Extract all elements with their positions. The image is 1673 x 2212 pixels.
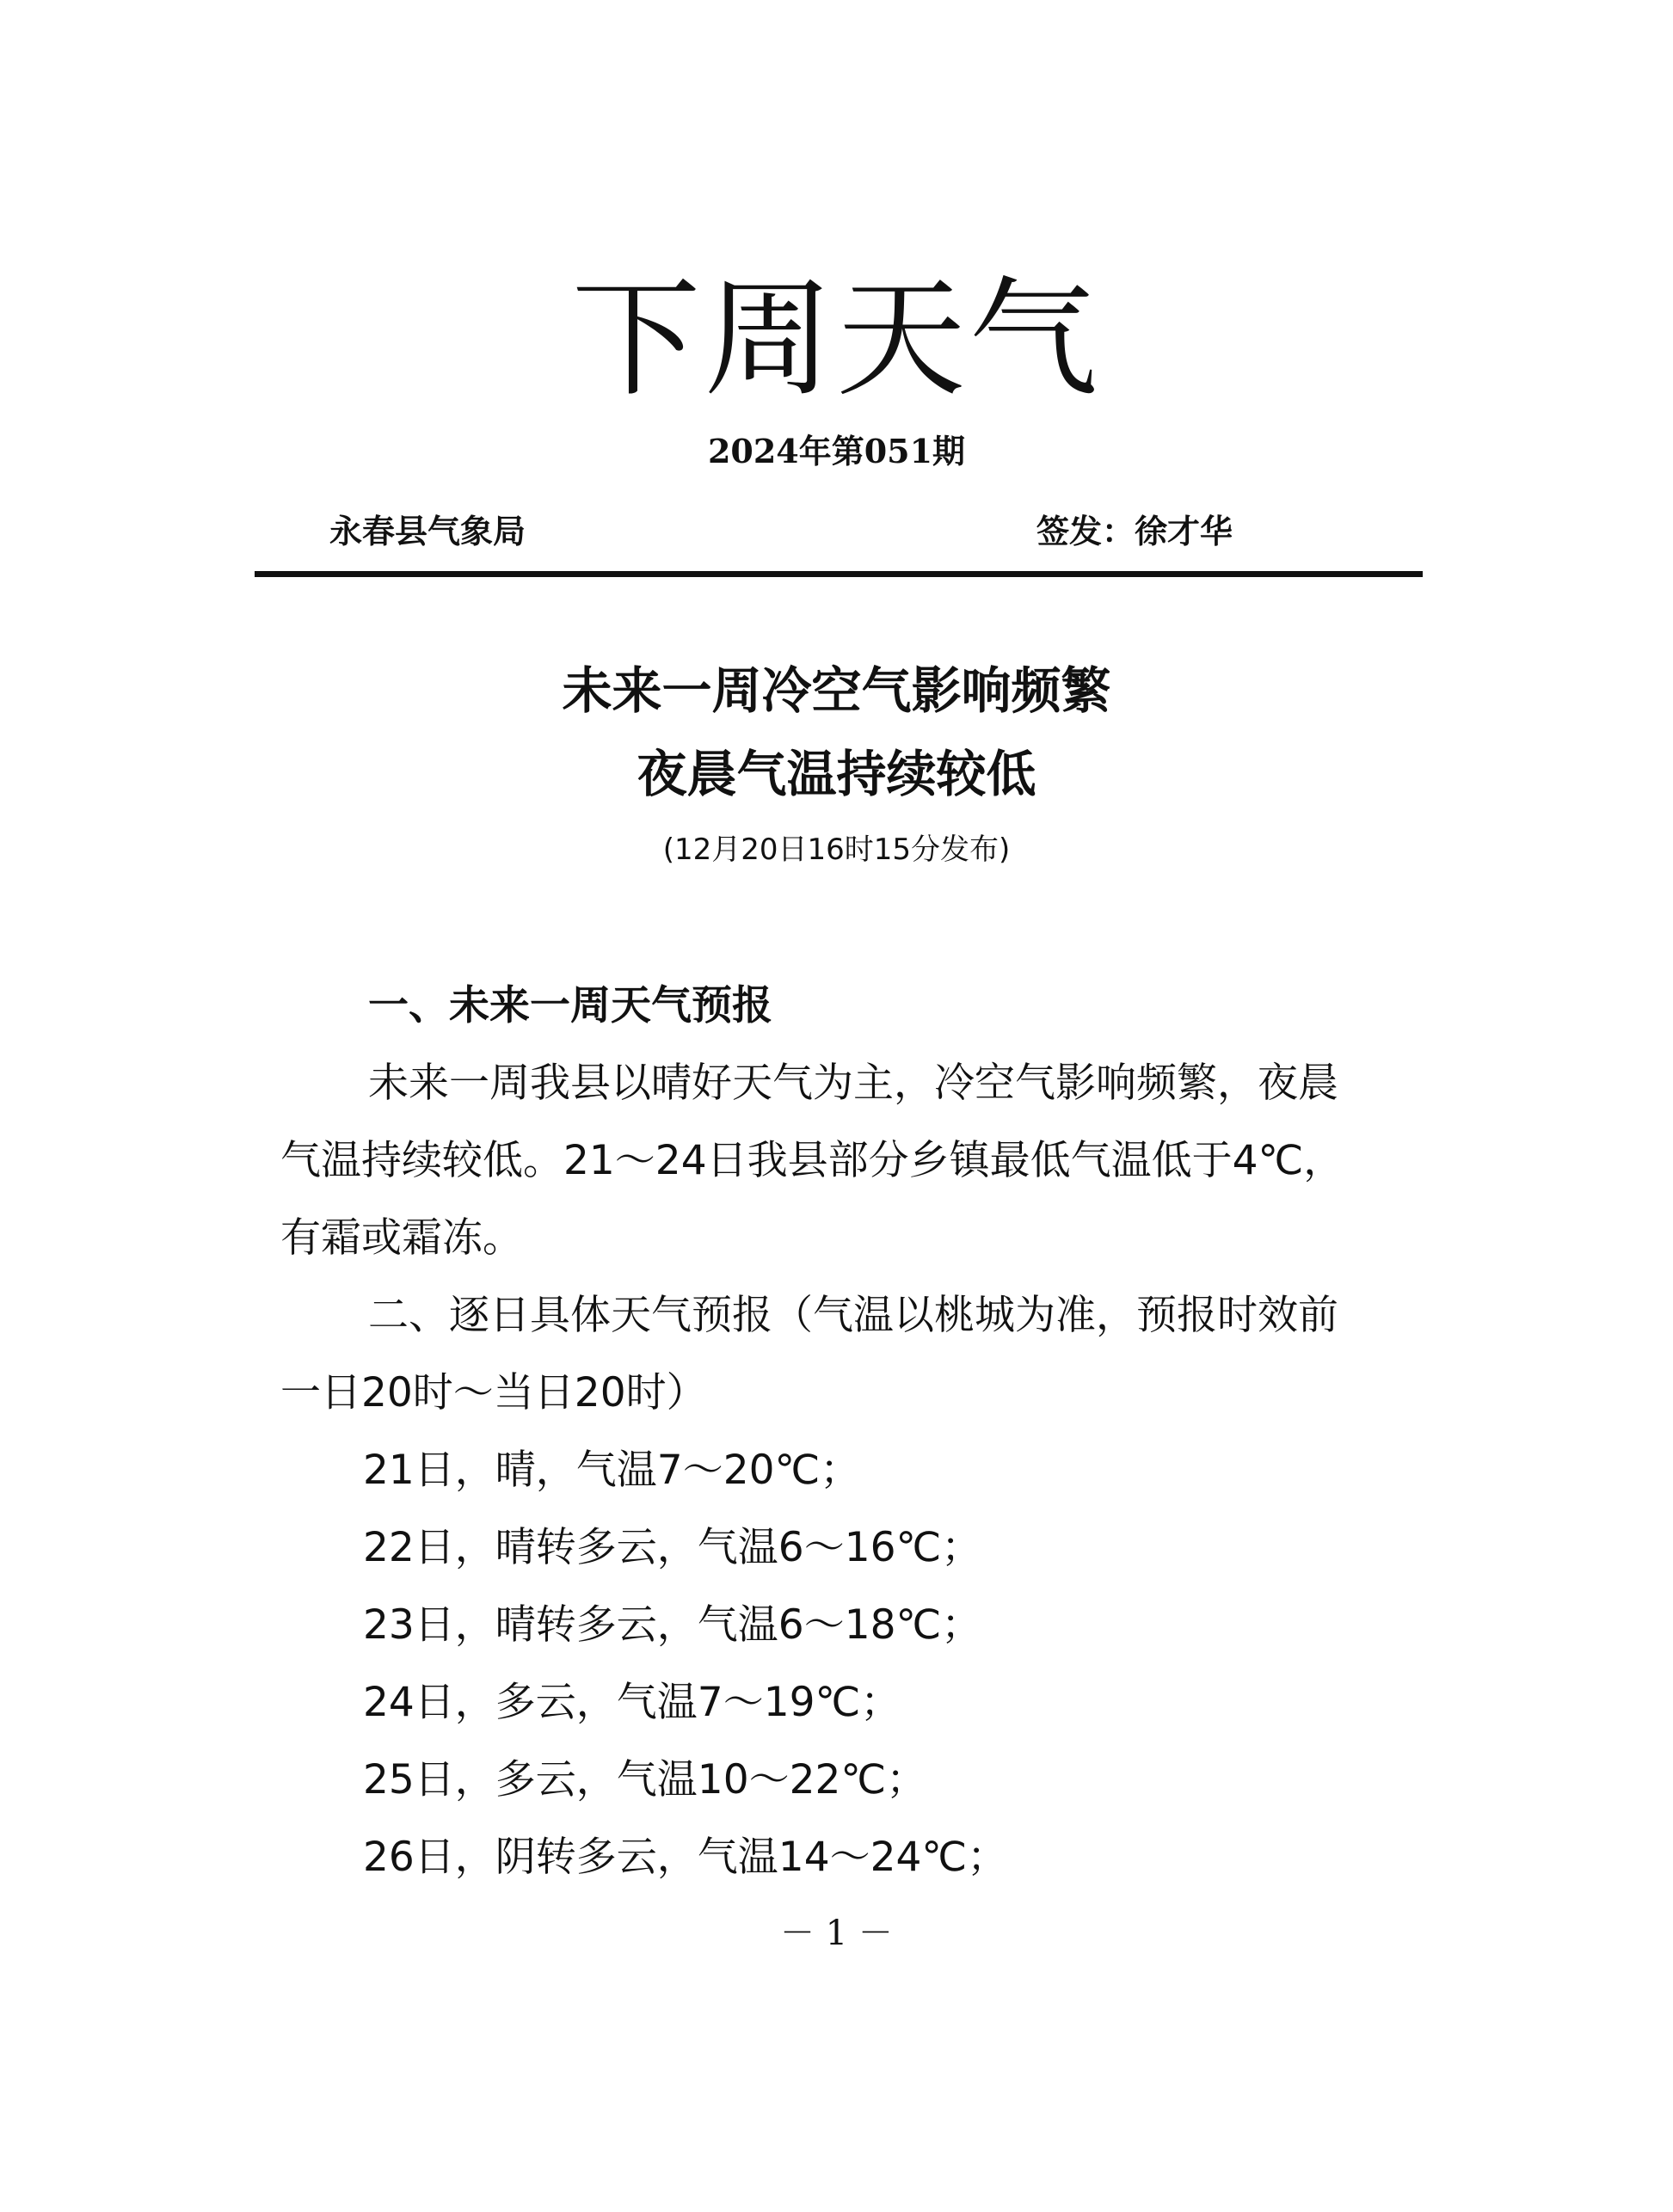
issuer-name: 永春县气象局 xyxy=(329,513,526,550)
signer-name: 签发：徐才华 xyxy=(1036,513,1233,550)
daily-forecast-item: 21日，晴，气温7～20℃； xyxy=(363,1447,861,1494)
section-1-text-line: 气温持续较低。21～24日我县部分乡镇最低气温低于4℃， xyxy=(280,1137,1344,1184)
section-2-heading: 二、逐日具体天气预报（气温以桃城为准，预报时效前 xyxy=(368,1292,1338,1339)
release-time: (12月20日16时15分发布) xyxy=(662,833,1011,867)
issue-number: 2024年第051期 xyxy=(707,432,966,470)
page-number: － 1 － xyxy=(780,1914,893,1953)
masthead-title: 下周天气 xyxy=(571,265,1102,415)
daily-forecast-item: 26日，阴转多云，气温14～24℃； xyxy=(363,1834,1008,1881)
section-1-text-line: 未来一周我县以晴好天气为主，冷空气影响频繁，夜晨 xyxy=(368,1060,1338,1107)
headline-line-2: 夜晨气温持续较低 xyxy=(637,745,1036,803)
section-1-text-line: 有霜或霜冻。 xyxy=(280,1214,523,1262)
headline-line-1: 未来一周冷空气影响频繁 xyxy=(562,661,1111,720)
daily-forecast-item: 22日，晴转多云，气温6～16℃； xyxy=(363,1524,982,1571)
daily-forecast-item: 24日，多云，气温7～19℃； xyxy=(363,1679,901,1726)
daily-forecast-item: 25日，多云，气温10～22℃； xyxy=(363,1756,927,1803)
section-1-heading: 一、未来一周天气预报 xyxy=(368,982,772,1029)
section-2-heading-continued: 一日20时～当日20时） xyxy=(280,1369,707,1416)
daily-forecast-item: 23日，晴转多云，气温6～18℃； xyxy=(363,1601,982,1649)
header-divider xyxy=(255,571,1423,577)
